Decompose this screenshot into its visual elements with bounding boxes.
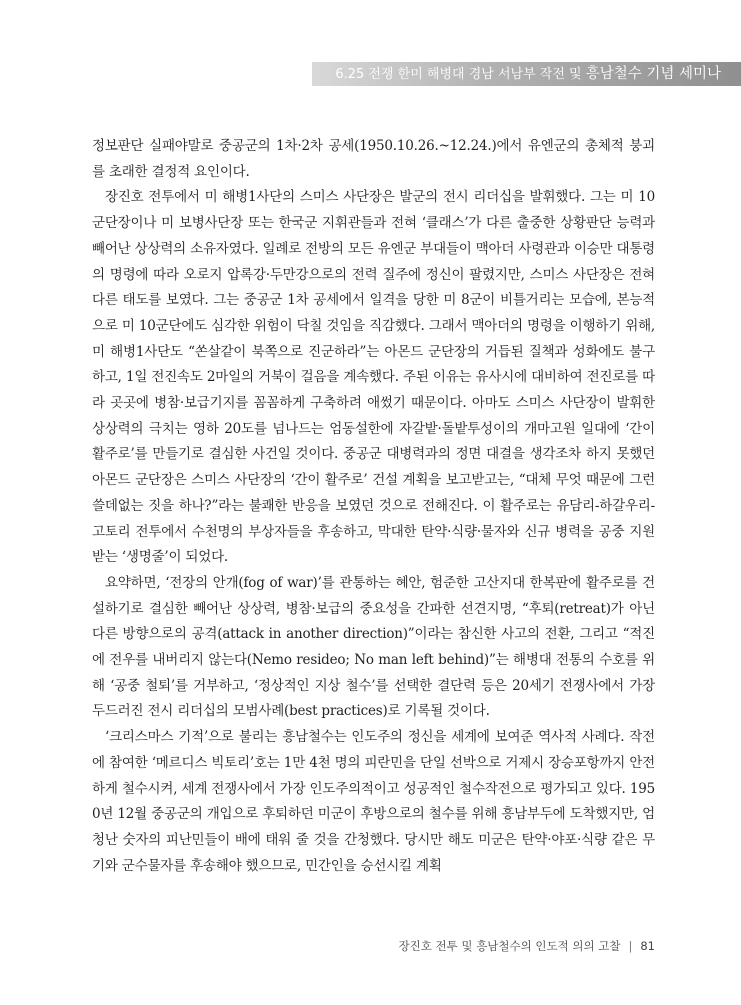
footer-title: 장진호 전투 및 흥남철수의 인도적 의의 고찰 bbox=[398, 939, 621, 953]
running-header-prefix: 6.25 전쟁 한미 해병대 경남 서남부 작전 및 bbox=[335, 67, 586, 82]
page-number: 81 bbox=[640, 939, 655, 953]
footer-separator: | bbox=[628, 939, 633, 953]
paragraph: 요약하면, ‘전장의 안개(fog of war)’를 관통하는 혜안, 험준한 고산지대 한복판에 활주로를 건설하기로 결심한 빼어난 상상력, 병참·보급의 중요성을 간파한 선견지명, “후퇴(retreat)가 아닌 다른 방향으로의 공격(attack in another direction)”이라는 참신한 사고의 전환, 그리고 “적진에 전우를 내버리지 않는다(Nemo resideo; No man left behind)”는 해병대 전통의 수호를 위해 ‘공중 철퇴’를 거부하고, ‘정상적인 지상 철수’를 선택한 결단력 등은 20세기 전쟁사에서 가장 두드러진 전시 리더십의 모범사례(best practices)로 기록될 것이다. bbox=[92, 574, 655, 720]
running-header bbox=[335, 63, 741, 85]
running-header-emphasis: 흥남철수 기념 세미나 bbox=[585, 66, 721, 82]
page-footer bbox=[399, 938, 655, 954]
paragraph: 정보판단 실패야말로 중공군의 1차·2차 공세(1950.10.26.~12.24.)에서 유엔군의 총체적 붕괴를 초래한 결정적 요인이다. bbox=[92, 138, 655, 180]
paragraph: ‘크리스마스 기적’으로 불리는 흥남철수는 인도주의 정신을 세계에 보여준 역사적 사례다. 작전에 참여한 ‘메르디스 빅토리’호는 1만 4천 명의 피란민을 단일 선박으로 거제시 장승포항까지 안전하게 철수시켜, 세계 전쟁사에서 가장 인도주의적이고 성공적인 철수작전으로 평가되고 있다. 1950년 12월 중공군의 개입으로 후퇴하던 미군이 후방으로의 철수를 위해 흥남부두에 도착했지만, 엄청난 숫자의 피난민들이 배에 태워 줄 것을 간청했다. 당시만 해도 미군은 탄약·야포·식량 같은 무기와 군수물자를 후송해야 했으므로, 민간인을 승선시킬 계획 bbox=[92, 729, 655, 874]
body-text bbox=[92, 134, 655, 879]
paragraph: 장진호 전투에서 미 해병1사단의 스미스 사단장은 발군의 전시 리더십을 발휘했다. 그는 미 10군단장이나 미 보병사단장 또는 한국군 지휘관들과 전혀 ‘클래스’가 다른 출중한 상황판단 능력과 빼어난 상상력의 소유자였다. 일례로 전방의 모든 유엔군 부대들이 맥아더 사령관과 이승만 대통령의 명령에 따라 오로지 압록강·두만강으로의 전력 질주에 정신이 팔렸지만, 스미스 사단장은 전혀 다른 태도를 보였다. 그는 중공군 1차 공세에서 일격을 당한 미 8군이 비틀거리는 모습에, 본능적으로 미 10군단에도 심각한 위험이 닥칠 것임을 직감했다. 그래서 맥아더의 명령을 이행하기 위해, 미 해병1사단도 “쏜살같이 북쪽으로 진군하라”는 아몬드 군단장의 거듭된 질책과 성화에도 불구하고, 1일 전진속도 2마일의 거북이 걸음을 계속했다. 주된 이유는 유사시에 대비하여 전진로를 따라 곳곳에 병참·보급기지를 꼼꼼하게 구축하려 애썼기 때문이다. 아마도 스미스 사단장이 발휘한 상상력의 극치는 영하 20도를 넘나드는 엄동설한에 자갈밭·돌밭투성이의 개마고원 일대에 ‘간이 활주로’를 만들기로 결심한 사건일 것이다. 중공군 대병력과의 정면 대결을 생각조차 하지 못했던 아몬드 군단장은 스미스 사단장의 ‘간이 활주로’ 건설 계획을 보고받고는, “대체 무엇 때문에 그런 쓸데없는 짓을 하나?”라는 불쾌한 반응을 보였던 것으로 전해진다. 이 활주로는 유담리-하갈우리-고토리 전투에서 수천명의 부상자들을 후송하고, 막대한 탄약·식량·물자와 신규 병력을 공중 지원받는 ‘생명줄’이 되었다. bbox=[92, 189, 655, 566]
